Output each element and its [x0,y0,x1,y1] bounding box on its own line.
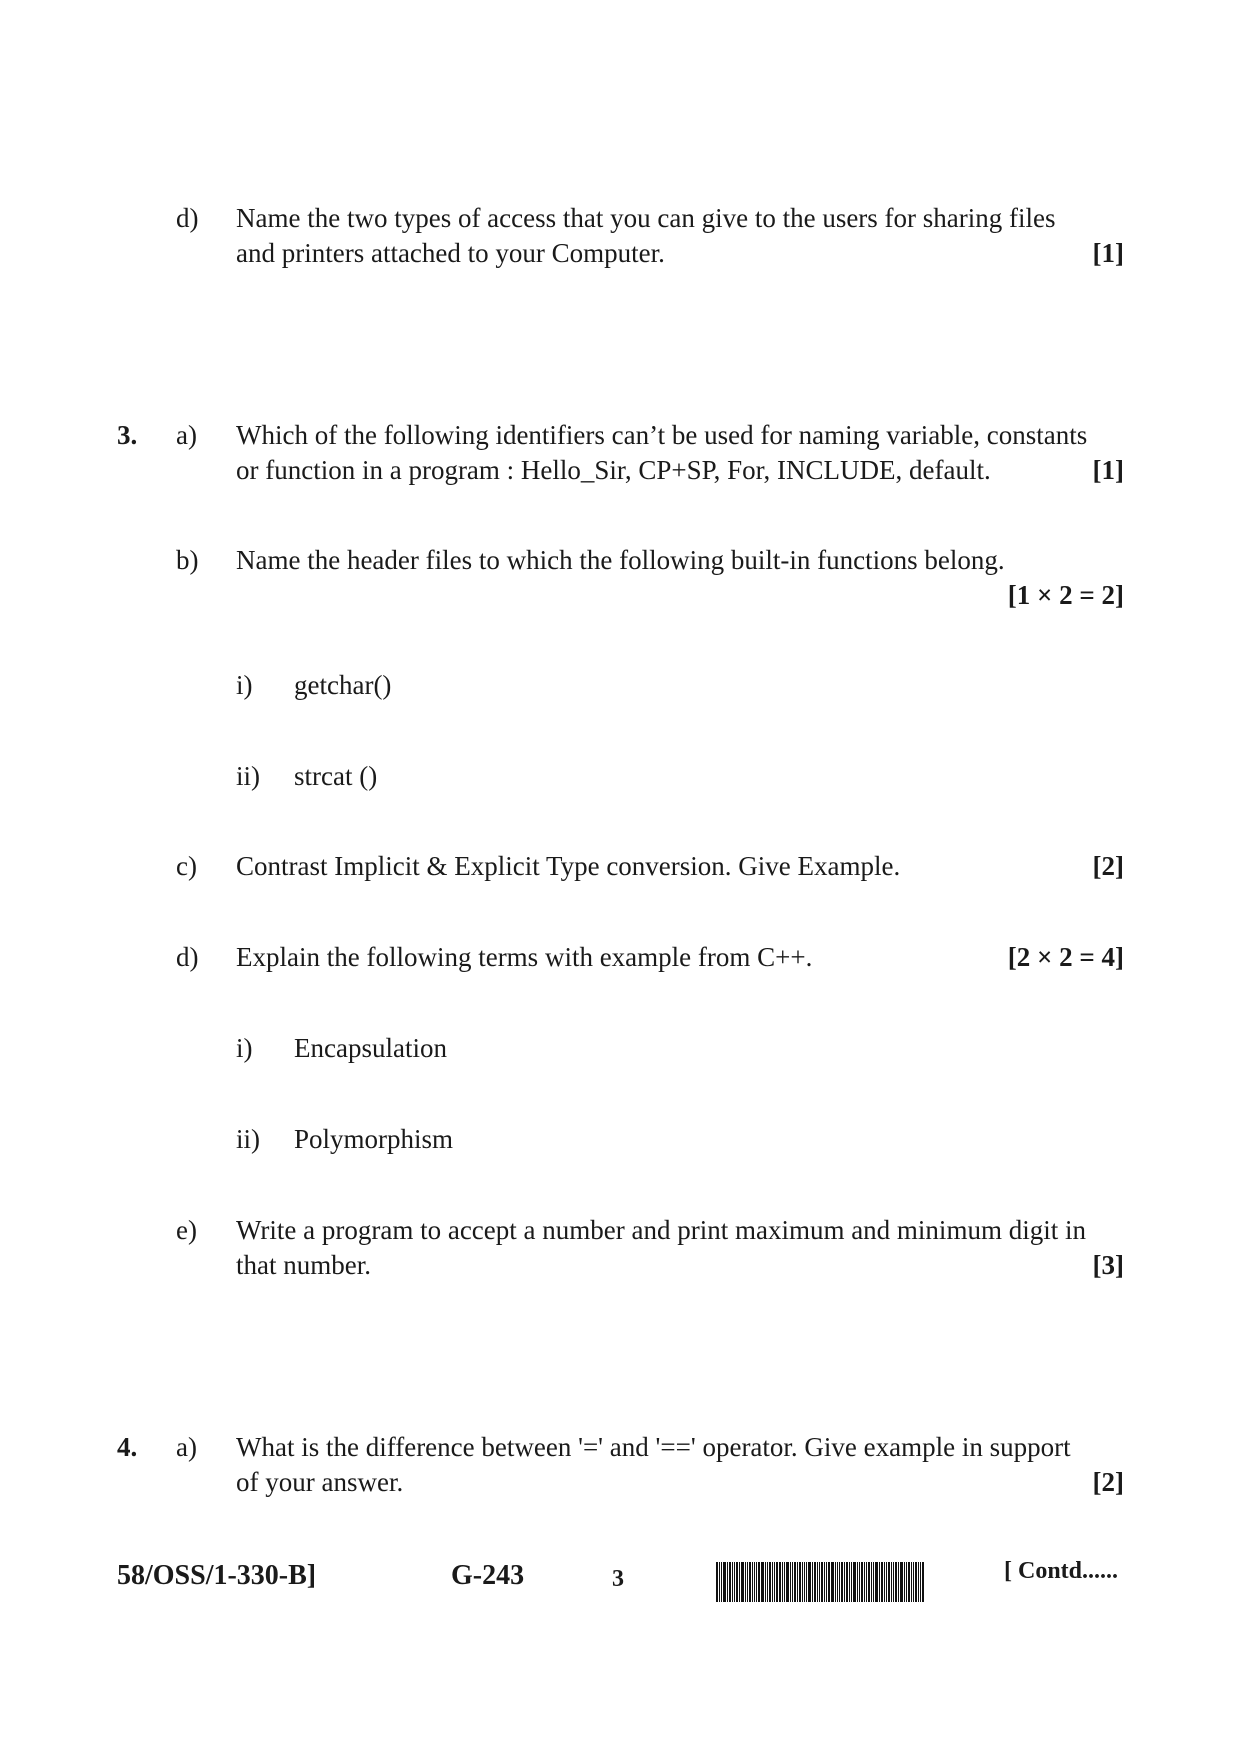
barcode-bar [739,1562,740,1602]
barcode-bar [875,1562,878,1602]
q3e-line1: Write a program to accept a number and print maximum and minimum digit in [236,1215,1086,1245]
barcode-bar [879,1562,880,1602]
q2d-marks: [1] [1092,238,1124,268]
barcode-bar [857,1562,858,1602]
barcode-bar [908,1562,910,1602]
barcode-bar [716,1562,718,1602]
barcode-bar [913,1562,914,1602]
barcode-bar [844,1562,845,1602]
barcode-bar [729,1562,731,1602]
q3a-marks: [1] [1092,455,1124,485]
barcode-bar [900,1562,903,1602]
barcode-bar [761,1562,764,1602]
barcode-bar [792,1562,793,1602]
q3b-marks: [1 × 2 = 2] [1007,580,1124,610]
barcode-bar [824,1562,825,1602]
barcode-bar [767,1562,768,1602]
barcode-bar [808,1562,811,1602]
q3-number: 3. [117,420,138,450]
q2d-text [236,201,1124,271]
barcode-bar [920,1562,921,1602]
barcode-bar [754,1562,755,1602]
q3a-label: a) [176,420,197,450]
q3d-item1-label: i) [236,1033,253,1063]
q3c-label: c) [176,851,197,881]
barcode-bar [752,1562,753,1602]
q2d-label: d) [176,203,199,233]
barcode-bar [749,1562,751,1602]
barcode-bar [881,1562,883,1602]
barcode-bar [873,1562,874,1602]
barcode-bar [806,1562,807,1602]
barcode-bar [812,1562,813,1602]
q4-number: 4. [117,1432,138,1462]
q3c-text: Contrast Implicit & Explicit Type conversion. Give Example. [236,851,901,881]
barcode-bar [884,1562,885,1602]
paper-code: 58/OSS/1-330-B] [117,1560,317,1591]
barcode-bar [911,1562,912,1602]
barcode-bar [804,1562,805,1602]
q3c-marks: [2] [1092,851,1124,881]
barcode-bar [895,1562,897,1602]
barcode-bar [794,1562,796,1602]
barcode-bar [888,1562,890,1602]
barcode [716,1562,986,1602]
barcode-bar [772,1562,773,1602]
barcode-bar [828,1562,830,1602]
barcode-bar [779,1562,781,1602]
barcode-bar [922,1562,924,1602]
barcode-bar [846,1562,848,1602]
q3e-line2: that number. [236,1250,371,1280]
barcode-bar [756,1562,757,1602]
q3d-item1-text: Encapsulation [294,1033,447,1063]
barcode-bar [871,1562,872,1602]
barcode-bar [819,1562,820,1602]
barcode-bar [915,1562,917,1602]
q3d-item2-text: Polymorphism [294,1124,454,1154]
barcode-bar [747,1562,748,1602]
q4a-label: a) [176,1432,197,1462]
q3a-line2: or function in a program : Hello_Sir, CP+SP, For, INCLUDE, default. [236,455,991,485]
q3b-item2-label: ii) [236,761,260,791]
barcode-bar [769,1562,771,1602]
barcode-bar [861,1562,863,1602]
q3e-label: e) [176,1215,197,1245]
q3a-text [236,418,1124,488]
barcode-bar [797,1562,798,1602]
barcode-bar [866,1562,867,1602]
q3b-label: b) [176,545,199,575]
q3a-line1: Which of the following identifiers can’t be used for naming variable, constants [236,420,1088,450]
barcode-bar [784,1562,785,1602]
q2d-line1: Name the two types of access that you can give to the users for sharing files [236,203,1056,233]
q4a-line2: of your answer. [236,1467,404,1497]
barcode-bar [898,1562,899,1602]
barcode-bar [826,1562,827,1602]
barcode-bar [736,1562,738,1602]
q3b-item1-text: getchar() [294,670,392,700]
barcode-bar [851,1562,852,1602]
barcode-bar [841,1562,843,1602]
barcode-bar [723,1562,726,1602]
q4a-line1: What is the difference between '=' and '==' operator. Give example in support [236,1432,1071,1462]
barcode-bar [831,1562,834,1602]
barcode-bar [776,1562,778,1602]
barcode-bar [799,1562,801,1602]
q4a-marks: [2] [1092,1467,1124,1497]
barcode-bar [849,1562,850,1602]
q3d-item2-label: ii) [236,1124,260,1154]
q3e-text [236,1213,1124,1283]
barcode-bar [839,1562,840,1602]
barcode-bar [886,1562,887,1602]
barcode-bar [906,1562,907,1602]
barcode-bar [893,1562,894,1602]
barcode-bar [859,1562,860,1602]
q2d-line2: and printers attached to your Computer. [236,238,665,268]
barcode-bar [802,1562,803,1602]
barcode-bar [786,1562,789,1602]
barcode-bar [821,1562,823,1602]
barcode-bar [732,1562,733,1602]
q3b-item1-label: i) [236,670,253,700]
barcode-bar [790,1562,791,1602]
barcode-bar [774,1562,775,1602]
barcode-bar [814,1562,816,1602]
barcode-bar [868,1562,870,1602]
barcode-bar [817,1562,818,1602]
q3d-text: Explain the following terms with example from C++. [236,942,813,972]
barcode-bar [734,1562,735,1602]
barcode-bar [758,1562,760,1602]
barcode-bar [719,1562,720,1602]
paper-set: G-243 [451,1560,525,1591]
q3b-item2-text: strcat () [294,761,378,791]
barcode-bar [745,1562,746,1602]
barcode-bar [721,1562,722,1602]
q3d-marks: [2 × 2 = 4] [1007,942,1124,972]
barcode-bar [904,1562,905,1602]
continued-label: [ Contd...... [1004,1558,1119,1584]
barcode-bar [918,1562,919,1602]
barcode-bar [741,1562,744,1602]
barcode-bar [835,1562,836,1602]
barcode-bar [727,1562,728,1602]
barcode-bar [864,1562,865,1602]
q3e-marks: [3] [1092,1250,1124,1280]
q3b-text: Name the header files to which the following built-in functions belong. [236,545,1005,575]
barcode-bar [837,1562,838,1602]
barcode-bar [782,1562,783,1602]
barcode-bar [891,1562,892,1602]
page-number: 3 [612,1566,624,1592]
q4a-text [236,1430,1124,1500]
q3d-label: d) [176,942,199,972]
barcode-bar [765,1562,766,1602]
barcode-bar [853,1562,856,1602]
